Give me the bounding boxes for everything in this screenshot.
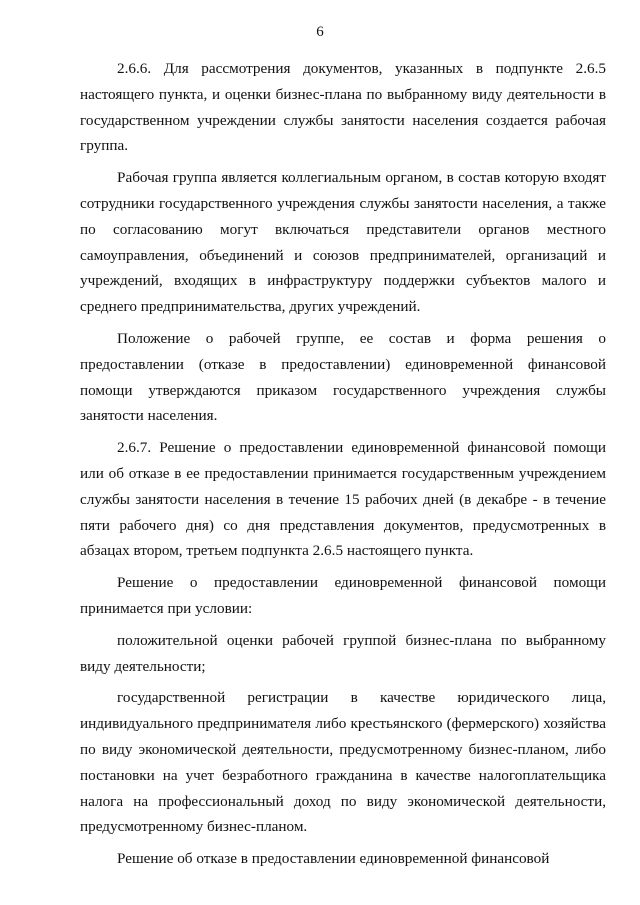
paragraph-decision-conditions: Решение о предоставлении единовременной финансовой помощи принимается при условии: [80,574,606,617]
paragraph-working-group-composition: Рабочая группа является коллегиальным органом, в состав которую входят сотрудники государственного учреждения службы занятости населения, а также по согласованию могут включаться представители органов местного самоуправления, объединений и союзов предпринимателей, организаций и учреждений, входящих в инфраструктуру поддержки субъектов малого и среднего предпринимательства, других учреждений. [80,169,606,316]
page-number: 6 [316,24,324,40]
paragraph-refusal-decision: Решение об отказе в предоставлении единовременной финансовой [117,850,550,868]
document-body [80,56,606,872]
paragraph-working-group-regulation: Положение о рабочей группе, ее состав и форма решения о предоставлении (отказе в предоставлении) единовременной финансовой помощи утверждаются приказом государственного учреждения службы занятости населения. [80,329,606,425]
paragraph-2-6-6: 2.6.6. Для рассмотрения документов, указанных в подпункте 2.6.5 настоящего пункта, и оценки бизнес-плана по выбранному виду деятельности в государственном учреждении службы занятости населения создается рабочая группа. [80,60,606,155]
paragraph-condition-registration: государственной регистрации в качестве юридического лица, индивидуального предпринимателя либо крестьянского (фермерского) хозяйства по виду экономической деятельности, предусмотренному бизнес-планом, либо постановки на учет безработного гражданина в качестве налогоплательщика налога на профессиональный доход по виду экономической деятельности, предусмотренному бизнес-планом. [80,689,606,836]
paragraph-condition-business-plan: положительной оценки рабочей группой бизнес-плана по выбранному виду деятельности; [80,631,606,675]
paragraph-2-6-7: 2.6.7. Решение о предоставлении единовременной финансовой помощи или об отказе в ее предоставлении принимается государственным учреждением службы занятости населения в течение 15 рабочих дней (в декабре - в течение пяти рабочего дня) со дня представления документов, предусмотренных в абзацах втором, третьем подпункта 2.6.5 настоящего пункта. [80,439,606,560]
